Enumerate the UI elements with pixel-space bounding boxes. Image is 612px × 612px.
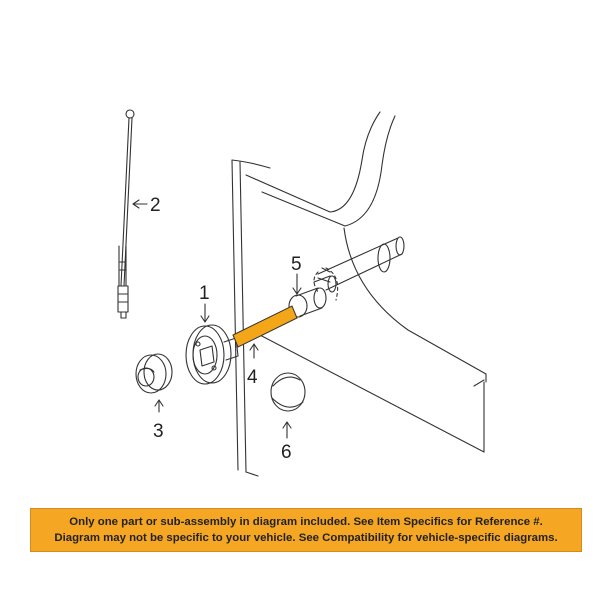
- antenna-mast: [118, 110, 134, 318]
- mounting-sleeve: [318, 237, 404, 290]
- callout-6: 6: [281, 442, 292, 463]
- callout-2: 2: [150, 195, 161, 216]
- notice-banner: [30, 508, 582, 552]
- callout-4: 4: [247, 367, 258, 388]
- fender-panel-outline: [232, 112, 486, 476]
- antenna-cap-nut: [136, 354, 172, 393]
- notice-line-2: Diagram may not be specific to your vehicle. See Compatibility for vehicle-specific diagrams.: [54, 532, 558, 544]
- callout-1: 1: [199, 283, 210, 304]
- notice-line-1: Only one part or sub-assembly in diagram included. See Item Specifics for Reference #.: [69, 516, 543, 528]
- callout-3: 3: [153, 421, 164, 442]
- antenna-base: [186, 325, 238, 384]
- drain-plug: [271, 373, 305, 411]
- callout-5: 5: [291, 254, 302, 275]
